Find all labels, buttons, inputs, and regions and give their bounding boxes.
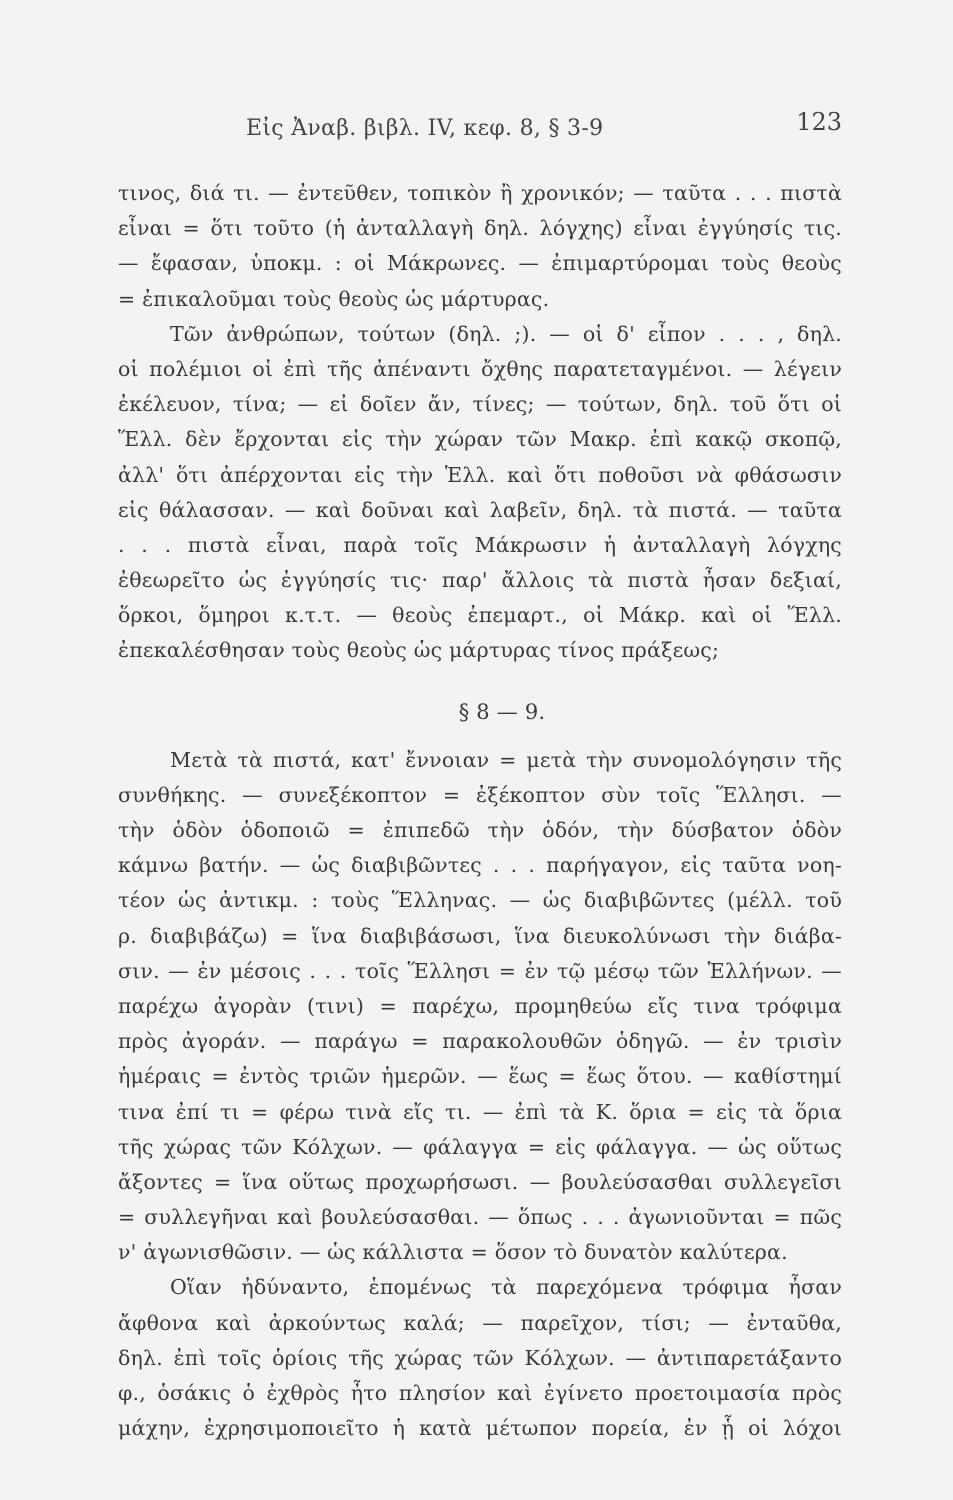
text-line: παρέχω ἀγορὰν (τινι) = παρέχω, προμηθεύω εἴς τινα τρόφιμα xyxy=(118,993,842,1018)
text-line: φ., ὁσάκις ὁ ἐχθρὸς ἦτο πλησίον καὶ ἐγίνετο προετοιμασία πρὸς xyxy=(118,1381,842,1405)
text-line: τέον ὡς ἀντικμ. : τοὺς Ἕλληνας. — ὡς διαβιβῶντες (μέλλ. τοῦ xyxy=(118,888,842,913)
page-header xyxy=(118,108,842,148)
text-line: ἐπεκαλέσθησαν τοὺς θεοὺς ὡς μάρτυρας τίνος πράξεως; xyxy=(118,638,720,663)
text-line: πρὸς ἀγοράν. — παράγω = παρακολουθῶν ὁδηγῶ. — ἐν τρισὶν xyxy=(118,1029,842,1054)
text-line: ἐκέλευον, τίνα; — εἰ δοῖεν ἄν, τίνες; — τούτων, δηλ. τοῦ ὅτι οἱ xyxy=(118,392,842,417)
text-line: = συλλεγῆναι καὶ βουλεύσασθαι. — ὅπως . . . ἀγωνιοῦνται = πῶς xyxy=(118,1205,842,1230)
text-line: ὅρκοι, ὅμηροι κ.τ.τ. — θεοὺς ἐπεμαρτ., οἱ Μάκρ. καὶ οἱ Ἕλλ. xyxy=(118,603,842,628)
text-line: Μετὰ τὰ πιστά, κατ' ἔννοιαν = μετὰ τὴν συνομολόγησιν τῆς xyxy=(170,747,842,772)
text-line: ἀλλ' ὅτι ἀπέρχονται εἰς τὴν Ἑλλ. καὶ ὅτι ποθοῦσι νὰ φθάσωσιν xyxy=(118,462,842,487)
text-line: δηλ. ἐπὶ τοῖς ὁρίοις τῆς χώρας τῶν Κόλχων. — ἀντιπαρετάξαντο xyxy=(118,1345,842,1370)
text-line: μάχην, ἐχρησιμοποιεῖτο ἡ κατὰ μέτωπον πορεία, ἐν ᾗ οἱ λόχοι xyxy=(118,1416,842,1441)
text-line: εἰς θάλασσαν. — καὶ δοῦναι καὶ λαβεῖν, δηλ. τὰ πιστά. — ταῦτα xyxy=(118,497,842,522)
text-line: συνθήκης. — συνεξέκοπτον = ἐξέκοπτον σὺν τοῖς Ἕλλησι. — xyxy=(118,782,842,807)
text-line: Ἕλλ. δὲν ἔρχονται εἰς τὴν χώραν τῶν Μακρ. ἐπὶ κακῷ σκοπῷ, xyxy=(118,427,842,452)
text-line: τινα ἐπί τι = φέρω τινὰ εἴς τι. — ἐπὶ τὰ Κ. ὅρια = εἰς τὰ ὅρια xyxy=(118,1099,842,1124)
text-line: κάμνω βατήν. — ὡς διαβιβῶντες . . . παρήγαγον, εἰς ταῦτα νοη- xyxy=(118,853,842,878)
text-line: — ἔφασαν, ὑποκμ. : οἱ Μάκρωνες. — ἐπιμαρτύρομαι τοὺς θεοὺς xyxy=(118,251,842,276)
text-line: τινος, διά τι. — ἐντεῦθεν, τοπικὸν ἢ χρονικόν; — ταῦτα . . . πιστὰ xyxy=(118,181,842,205)
text-line: ἄφθονα καὶ ἀρκούντως καλά; — παρεῖχον, τίσι; — ἐνταῦθα, xyxy=(118,1310,842,1335)
page-number: 123 xyxy=(796,108,842,136)
text-line: . . . πιστὰ εἶναι, παρὰ τοῖς Μάκρωσιν ἡ ἀνταλλαγὴ λόγχης xyxy=(118,532,842,557)
commentary-text xyxy=(118,176,842,1446)
text-line: ν' ἀγωνισθῶσιν. — ὡς κάλλιστα = ὅσον τὸ δυνατὸν καλύτερα. xyxy=(118,1240,788,1265)
text-line: σιν. — ἐν μέσοις . . . τοῖς Ἕλλησι = ἐν τῷ μέσῳ τῶν Ἑλλήνων. — xyxy=(118,958,842,983)
text-line: ἐθεωρεῖτο ὡς ἐγγύησίς τις· παρ' ἄλλοις τὰ πιστὰ ἦσαν δεξιαί, xyxy=(118,568,842,593)
text-line: τὴν ὁδὸν ὁδοποιῶ = ἐπιπεδῶ τὴν ὁδόν, τὴν δύσβατον ὁδὸν xyxy=(118,818,842,842)
text-line: ρ. διαβιβάζω) = ἵνα διαβιβάσωσι, ἵνα διευκολύνωσι τὴν διάβα- xyxy=(118,923,842,948)
text-line: ἄξοντες = ἵνα οὕτως προχωρήσωσι. — βουλεύσασθαι συλλεγεῖσι xyxy=(118,1169,842,1194)
text-line: τῆς χώρας τῶν Κόλχων. — φάλαγγα = εἰς φάλαγγα. — ὡς οὕτως xyxy=(118,1134,842,1159)
section-heading: § 8 — 9. xyxy=(458,699,546,724)
text-line: Τῶν ἀνθρώπων, τούτων (δηλ. ;). — οἱ δ' εἶπον . . . , δηλ. xyxy=(170,321,842,346)
text-line: Οἵαν ἠδύναντο, ἑπομένως τὰ παρεχόμενα τρόφιμα ἦσαν xyxy=(170,1275,842,1300)
text-line: εἶναι = ὅτι τοῦτο (ἡ ἀνταλλαγὴ δηλ. λόγχης) εἶναι ἐγγύησίς τις. xyxy=(118,216,842,241)
text-line: οἱ πολέμιοι οἱ ἐπὶ τῆς ἀπέναντι ὄχθης παρατεταγμένοι. — λέγειν xyxy=(118,356,842,381)
text-line: = ἐπικαλοῦμαι τοὺς θεοὺς ὡς μάρτυρας. xyxy=(118,286,550,311)
running-head: Εἰς Ἀναβ. βιβλ. IV, κεφ. 8, § 3-9 xyxy=(246,116,604,141)
text-line: ἡμέραις = ἐντὸς τριῶν ἡμερῶν. — ἕως = ἕως ὅτου. — καθίστημί xyxy=(118,1064,842,1089)
